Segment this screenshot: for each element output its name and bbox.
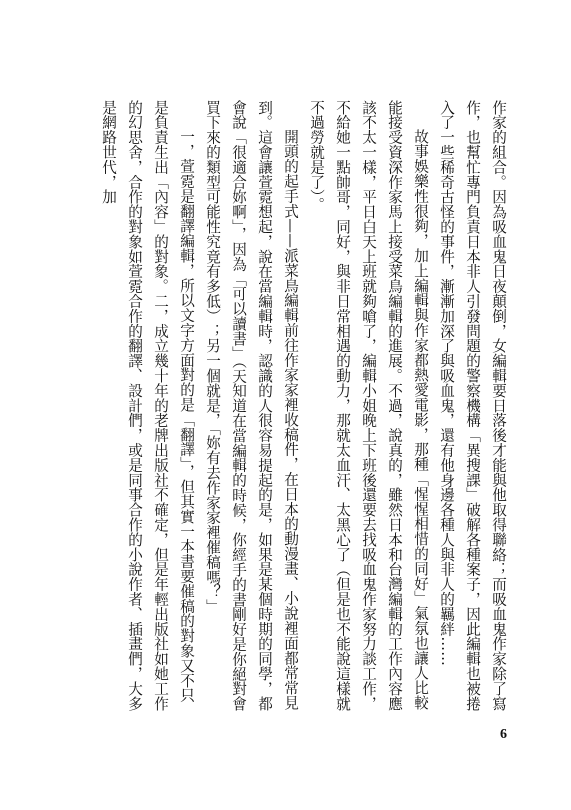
- vertical-text-body: [95, 100, 511, 712]
- paragraph-4: 一，萱霓是翻譯編輯，所以文字方面對的是「翻譯」，但其實一本書要催稿的對象又不只是負責生出「內容」的對象。二，成立幾十年的老牌出版社不確定，但是年輕出版社如她工作的幻思舍，合作的對象如萱霓合作的翻譯、設計們，或是同事合作的小說作者、插畫們，大多是網路世代，加: [100, 100, 195, 711]
- paragraph-1: 作家的組合。因為吸血鬼日夜顛倒，女編輯要日落後才能與他取得聯絡；而吸血鬼作家除了寫作，也幫忙專門負責日本非人引發問題的警察機構「異搜課」破解各種案子，因此編輯也被捲入了一些稀奇古怪的事件，漸漸加深了與吸血鬼，還有他身邊各種人與非人的羈絆……: [438, 100, 507, 711]
- paragraph-3: 開頭的起手式——派菜鳥編輯前往作家家裡收稿件，在日本的動漫畫、小說裡面都常常見到。這會讓萱霓想起，說在當編輯時，認識的人很容易提起的是，如果是某個時期的同學，都會說「很適合妳啊」，因為「可以讀書」（天知道在當編輯的時候，你經手的書剛好是你絕對會買下來的類型可能性究竟有多低）；另一個就是，「妳有去作家家裡催稿嗎？」: [204, 100, 299, 712]
- page-number: 6: [500, 727, 507, 742]
- paragraph-2: 故事娛樂性很夠，加上編輯與作家都熱愛電影，那種「惺惺相惜的同好」氣氛也讓人比較能接受資深作家馬上接受菜鳥編輯的進展。不過，說真的，雖然日本和台灣編輯的工作內容應該不太一樣，平日白天上班就夠嗆了，編輯小姐晚上下班後還要去找吸血鬼作家努力談工作，不給她一點帥哥，同好，與非日常相遇的動力，那就太血汗、太黑心了（但是也不能說這樣就不過勞就是了）。: [308, 100, 429, 711]
